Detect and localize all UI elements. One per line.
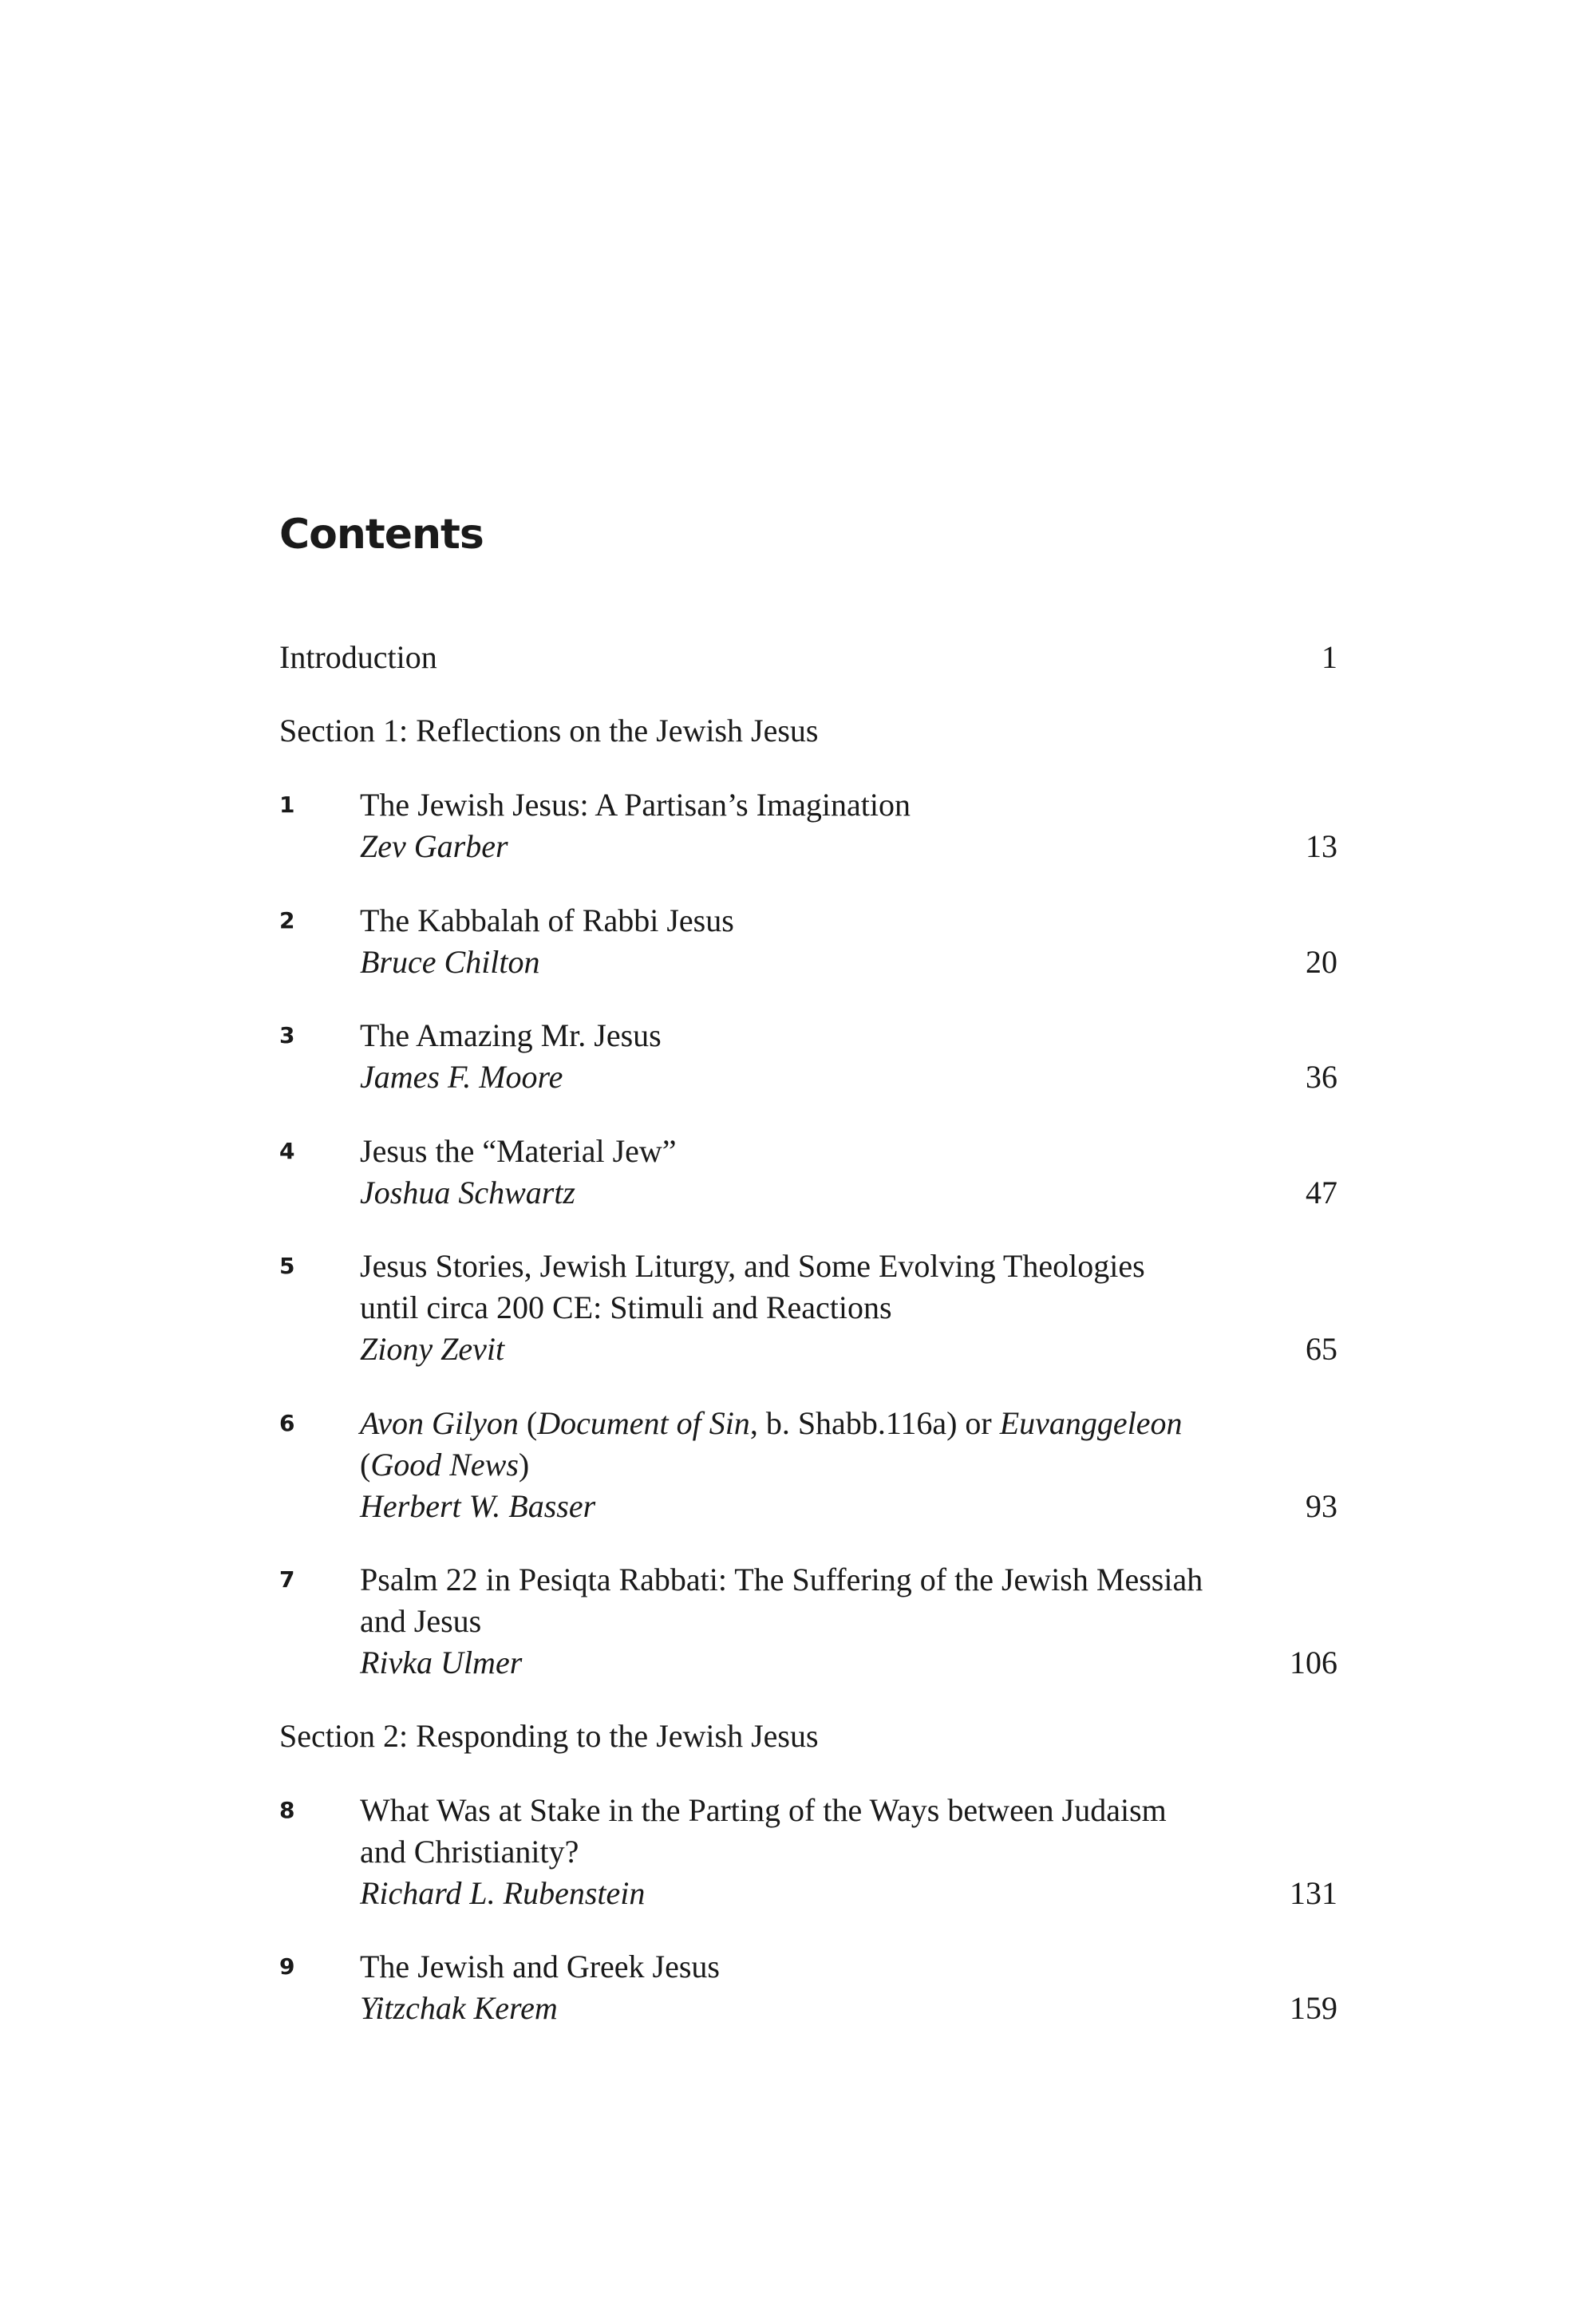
chapter-page: 13	[1306, 828, 1337, 864]
chapter-number: 2	[279, 907, 295, 934]
chapter-title: Jesus the “Material Jew”	[360, 1133, 677, 1169]
chapter-title: The Amazing Mr. Jesus	[360, 1017, 662, 1053]
chapter-title-part: )	[518, 1447, 530, 1483]
chapter-title: The Jewish and Greek Jesus	[360, 1949, 720, 1984]
chapter-title-continued: and Jesus	[360, 1603, 482, 1639]
chapter-author: Ziony Zevit	[360, 1331, 505, 1367]
chapter-author: Bruce Chilton	[360, 944, 540, 980]
chapter-title-part: Good News	[370, 1447, 519, 1483]
chapter-number: 7	[279, 1566, 295, 1593]
chapter-number: 8	[279, 1797, 295, 1823]
chapter-title-part: Document of Sin	[537, 1405, 750, 1441]
chapter-title: The Jewish Jesus: A Partisan’s Imagination	[360, 787, 911, 823]
chapter-page: 93	[1306, 1488, 1337, 1524]
chapter-number: 6	[279, 1410, 295, 1436]
chapter-page: 65	[1306, 1331, 1337, 1367]
chapter-title-part: (	[360, 1447, 371, 1483]
chapter-title: Psalm 22 in Pesiqta Rabbati: The Suffering of the Jewish Messiah	[360, 1562, 1203, 1597]
chapter-page: 106	[1290, 1645, 1337, 1680]
toc-introduction-title: Introduction	[279, 639, 437, 675]
page-title: Contents	[279, 511, 484, 559]
chapter-title-continued: until circa 200 CE: Stimuli and Reactions	[360, 1289, 892, 1325]
chapter-author: Herbert W. Basser	[360, 1488, 596, 1524]
chapter-title-continued: and Christianity?	[360, 1834, 579, 1870]
toc-section-heading: Section 2: Responding to the Jewish Jesus	[279, 1718, 819, 1754]
chapter-title-part: Euvanggeleon	[999, 1405, 1183, 1441]
chapter-author: James F. Moore	[360, 1059, 563, 1095]
toc-section-heading: Section 1: Reflections on the Jewish Jesus	[279, 713, 819, 748]
chapter-title: Jesus Stories, Jewish Liturgy, and Some Evolving Theologies	[360, 1248, 1145, 1284]
chapter-title-part: Avon Gilyon	[360, 1405, 519, 1441]
chapter-author: Yitzchak Kerem	[360, 1990, 558, 2026]
chapter-page: 131	[1290, 1875, 1337, 1911]
chapter-title	[360, 1403, 1183, 1444]
chapter-title: What Was at Stake in the Parting of the Ways between Judaism	[360, 1792, 1167, 1828]
chapter-title-part: , b. Shabb.116a) or	[749, 1405, 1000, 1441]
chapter-title: The Kabbalah of Rabbi Jesus	[360, 902, 734, 938]
chapter-title-part: (	[518, 1405, 538, 1441]
toc-introduction-page: 1	[1321, 639, 1337, 675]
chapter-author: Zev Garber	[360, 828, 508, 864]
chapter-page: 20	[1306, 944, 1337, 980]
chapter-number: 3	[279, 1022, 295, 1048]
chapter-title-continued	[360, 1444, 529, 1486]
chapter-number: 4	[279, 1138, 295, 1164]
chapter-number: 5	[279, 1253, 295, 1279]
chapter-author: Joshua Schwartz	[360, 1175, 575, 1210]
chapter-author: Richard L. Rubenstein	[360, 1875, 646, 1911]
chapter-number: 9	[279, 1953, 295, 1980]
chapter-page: 159	[1290, 1990, 1337, 2026]
chapter-author: Rivka Ulmer	[360, 1645, 523, 1680]
chapter-page: 36	[1306, 1059, 1337, 1095]
chapter-number: 1	[279, 792, 295, 818]
chapter-page: 47	[1306, 1175, 1337, 1210]
